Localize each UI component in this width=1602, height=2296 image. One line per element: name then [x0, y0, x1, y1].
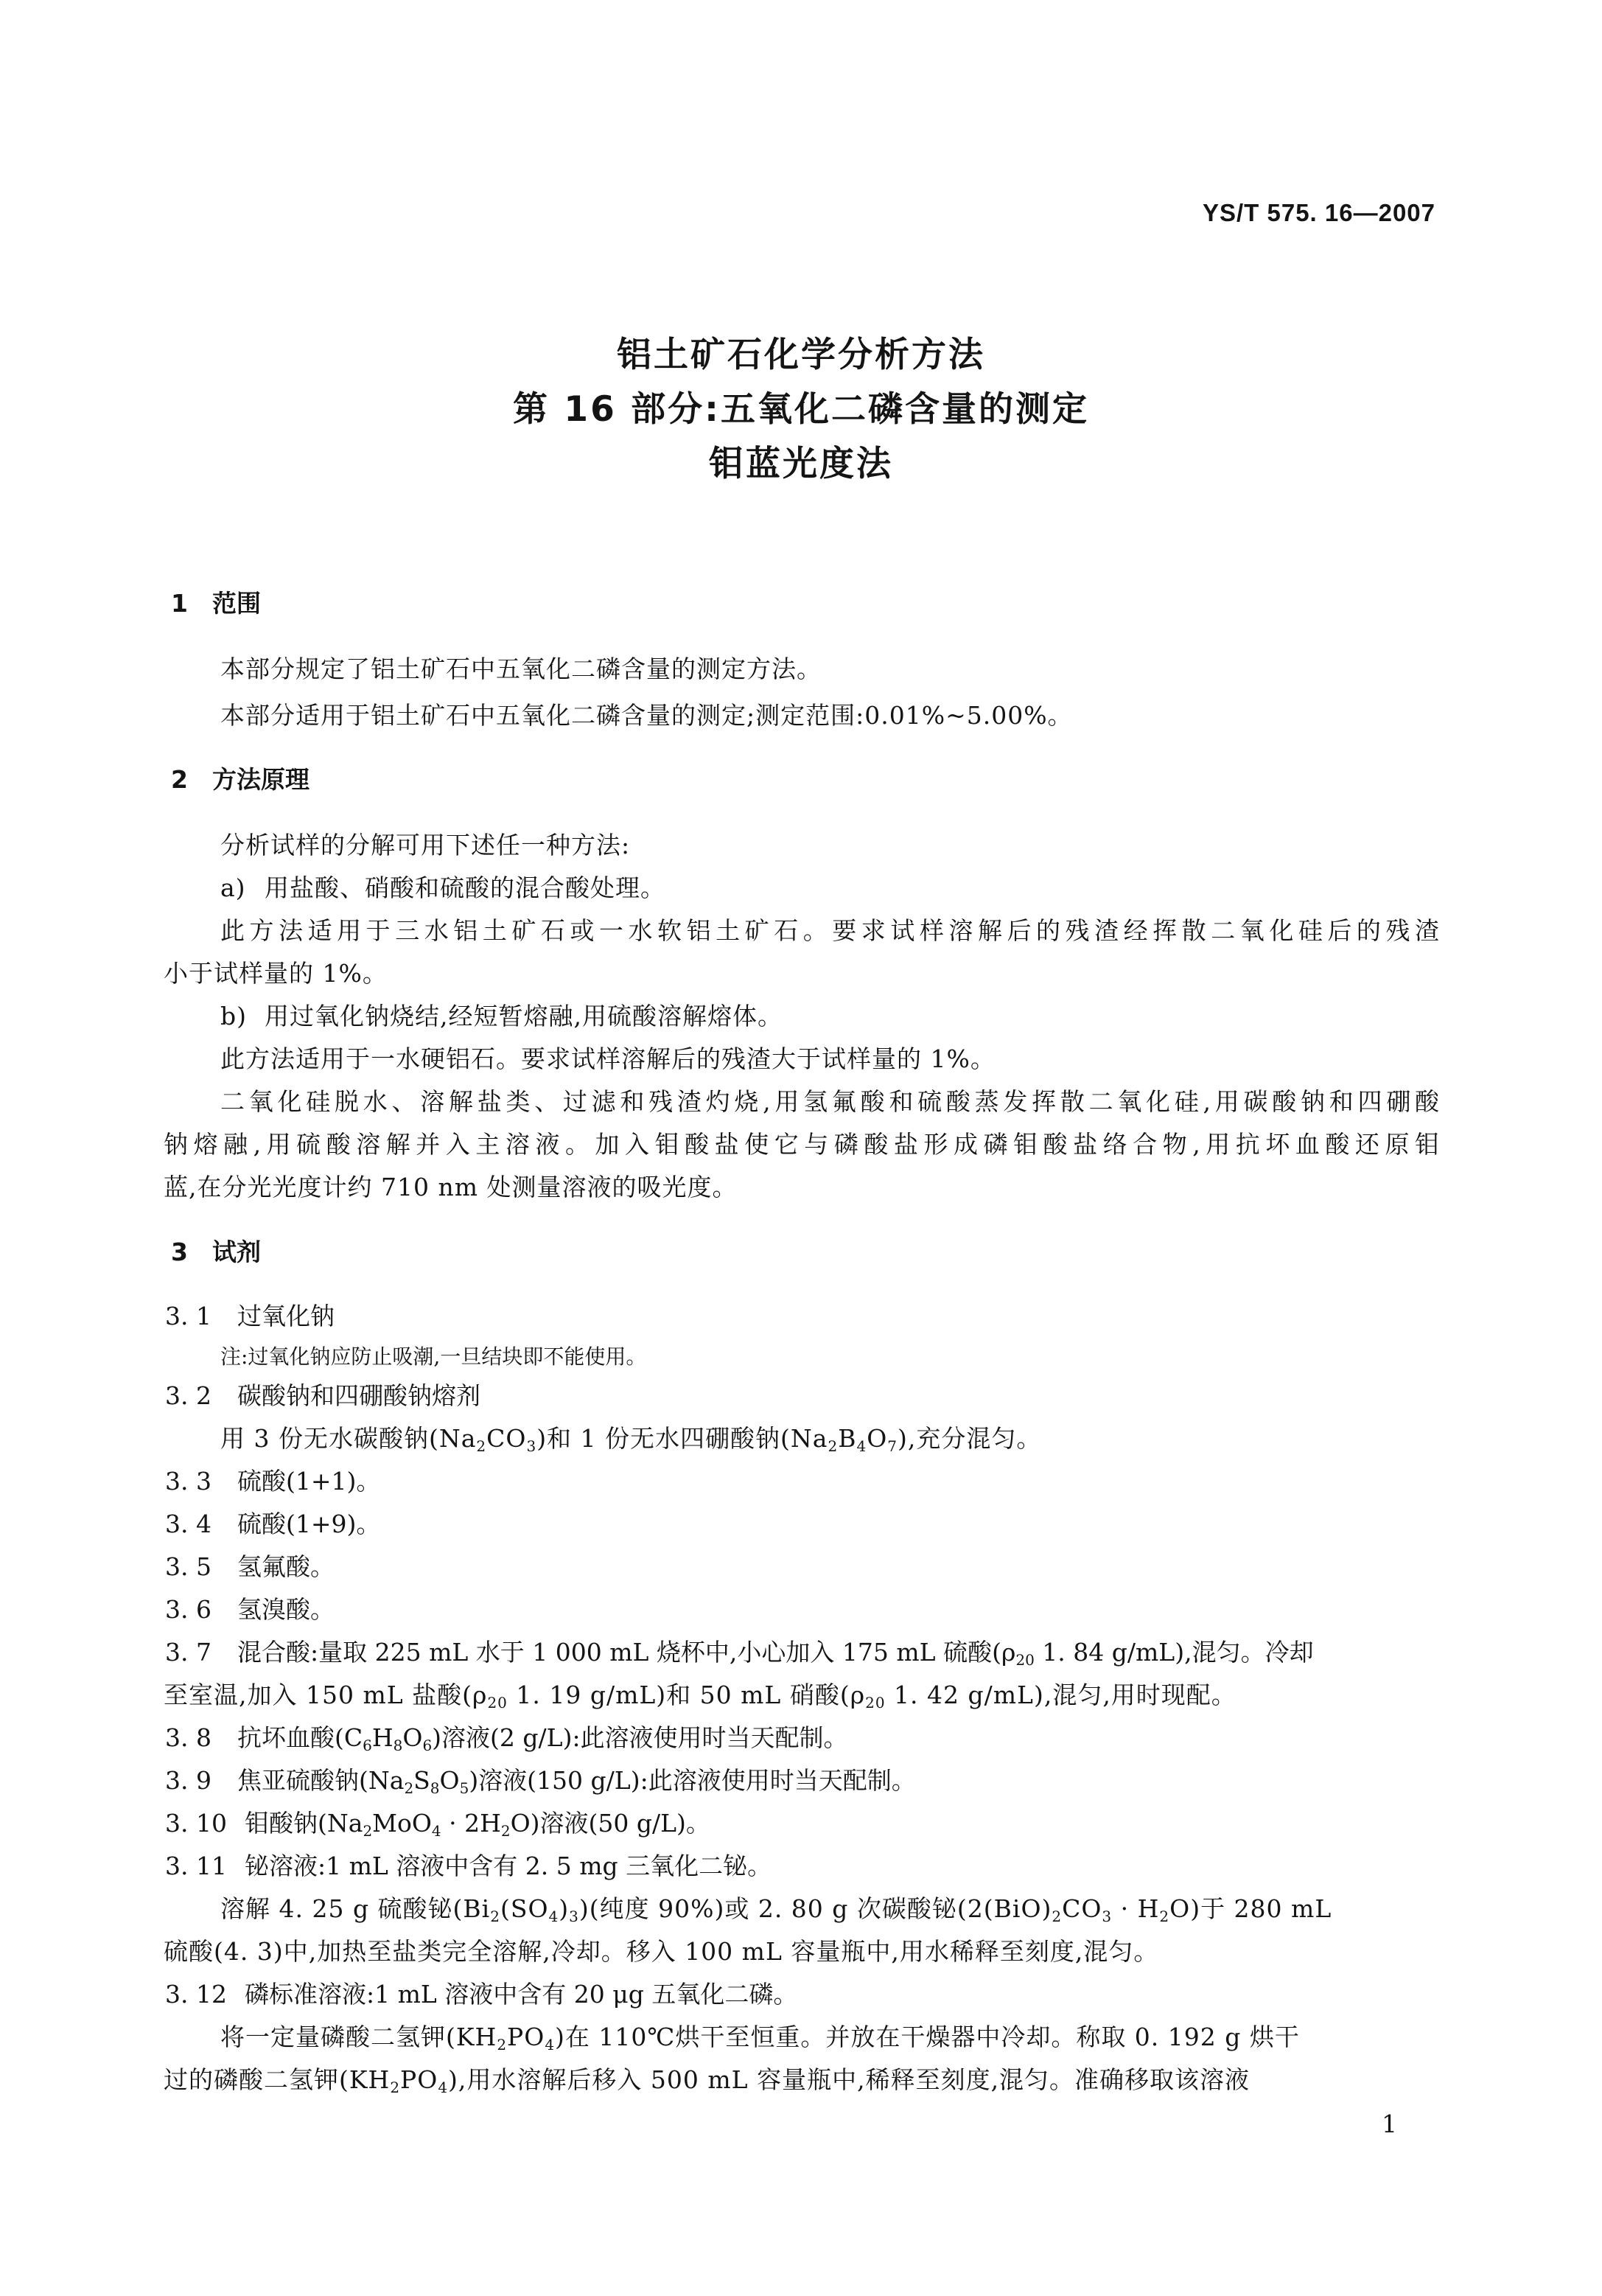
reagent-item: [165, 1548, 335, 1586]
item-text: 焦亚硫酸钠$(Na_2S_8O_5)$溶液(150 g/L):此溶液使用时当天配制。: [237, 1766, 916, 1797]
section-2-heading: [171, 761, 309, 799]
item-number: 3. 5: [165, 1552, 211, 1581]
item-number: 3. 2: [165, 1381, 211, 1410]
paragraph-continuation: 蓝,在分光光度计约 710 nm 处测量溶液的吸光度。: [164, 1173, 738, 1201]
paragraph-continuation: 钠熔融,用硫酸溶解并入主溶液。加入钼酸盐使它与磷酸盐形成磷钼酸盐络合物,用抗坏血酸还原钼: [164, 1130, 1440, 1159]
paragraph: 用 3 份无水碳酸钠$(Na_2CO_3)$和 1 份无水四硼酸钠$(Na_2B_4O_7)$,充分混匀。: [220, 1424, 1042, 1455]
section-number: 3: [171, 1238, 188, 1266]
document-title: [0, 328, 1602, 492]
paragraph: 分析试样的分解可用下述任一种方法:: [220, 831, 631, 859]
paragraph: 本部分规定了铝土矿石中五氧化二磷含量的测定方法。: [220, 655, 822, 683]
item-text: 硫酸(1+1)。: [237, 1467, 381, 1496]
item-number: 3. 11: [165, 1852, 227, 1880]
reagent-item: [165, 1633, 1314, 1672]
paragraph-continuation: 过的磷酸二氢钾$(KH_2PO_4)$,用水溶解后移入 500 mL 容量瓶中,稀释至刻度,混匀。准确移取该溶液: [164, 2065, 1251, 2096]
item-text: 氢溴酸。: [237, 1595, 335, 1624]
item-text: 磷标准溶液:1 mL 溶液中含有 20 μg 五氧化二磷。: [245, 1980, 798, 2009]
reagent-item: [165, 1377, 480, 1415]
reagent-item: [165, 1975, 797, 2014]
note: 注:过氧化钠应防止吸潮,一旦结块即不能使用。: [220, 1344, 647, 1369]
item-text: 碳酸钠和四硼酸钠熔剂: [237, 1381, 480, 1410]
item-number: 3. 3: [165, 1467, 211, 1496]
item-number: 3. 6: [165, 1595, 211, 1624]
reagent-item: [165, 1591, 335, 1629]
paragraph-continuation: 硫酸(4. 3)中,加热至盐类完全溶解,冷却。移入 100 mL 容量瓶中,用水稀释至刻度,混匀。: [164, 1937, 1159, 1966]
list-item-text: 用盐酸、硝酸和硫酸的混合酸处理。: [265, 873, 665, 902]
paragraph-continuation: 至室温,加入 150 mL 盐酸($\rho_{20}$ 1. 19 g/mL)和 50 mL 硝酸($\rho_{20}$ 1. 42 g/mL),混匀,用时现配。: [164, 1681, 1237, 1711]
list-item: [220, 869, 665, 907]
item-number: 3. 8: [165, 1723, 211, 1752]
item-text: 硫酸(1+9)。: [237, 1510, 381, 1538]
paragraph: 将一定量磷酸二氢钾$(KH_2PO_4)$在 110℃烘干至恒重。并放在干燥器中冷却。称取 0. 192 g 烘干: [220, 2023, 1300, 2054]
item-text: 过氧化钠: [237, 1302, 335, 1330]
standard-code: YS/T 575. 16—2007: [1202, 199, 1435, 226]
item-number: 3. 9: [165, 1766, 211, 1795]
paragraph: 此方法适用于三水铝土矿石或一水软铝土矿石。要求试样溶解后的残渣经挥散二氧化硅后的残渣: [220, 916, 1440, 945]
paragraph: 二氧化硅脱水、溶解盐类、过滤和残渣灼烧,用氢氟酸和硫酸蒸发挥散二氧化硅,用碳酸钠和四硼酸: [220, 1087, 1440, 1116]
section-title: 范围: [212, 589, 261, 618]
title-line-1: 铝土矿石化学分析方法: [617, 335, 985, 375]
paragraph-continuation: 小于试样量的 1%。: [164, 959, 388, 988]
page-number: 1: [1382, 2110, 1397, 2138]
list-item-text: 用过氧化钠烧结,经短暂熔融,用硫酸溶解熔体。: [265, 1002, 783, 1030]
section-title: 试剂: [212, 1238, 261, 1266]
title-line-2: 第 16 部分:五氧化二磷含量的测定: [513, 389, 1089, 430]
item-text: 抗坏血酸$(C_6H_8O_6)$溶液(2 g/L):此溶液使用时当天配制。: [237, 1723, 848, 1754]
reagent-item: [165, 1505, 380, 1543]
list-marker: b): [220, 1002, 247, 1030]
list-marker: a): [220, 873, 246, 902]
item-number: 3. 4: [165, 1510, 211, 1538]
reagent-item: [165, 1297, 335, 1336]
reagent-item: [165, 1847, 772, 1885]
reagent-item: [165, 1462, 380, 1501]
list-item: [220, 997, 783, 1036]
paragraph: 本部分适用于铝土矿石中五氧化二磷含量的测定;测定范围:0.01%~5.00%。: [220, 701, 1073, 730]
item-number: 3. 10: [165, 1809, 227, 1838]
reagent-item: [165, 1762, 916, 1800]
item-number: 3. 7: [165, 1638, 211, 1667]
item-number: 3. 12: [165, 1980, 227, 2009]
paragraph: 此方法适用于一水硬铝石。要求试样溶解后的残渣大于试样量的 1%。: [220, 1044, 996, 1073]
title-line-3: 钼蓝光度法: [709, 444, 893, 484]
item-number: 3. 1: [165, 1302, 211, 1330]
reagent-item: [165, 1719, 848, 1757]
section-1-heading: [171, 585, 261, 623]
item-text: 混合酸:量取 225 mL 水于 1 000 mL 烧杯中,小心加入 175 mL 硫酸($\rho_{20}$ 1. 84 g/mL),混匀。冷却: [237, 1638, 1314, 1669]
section-title: 方法原理: [212, 765, 309, 794]
paragraph: 溶解 4. 25 g 硫酸铋$(Bi_2(SO_4)_3)$(纯度 90%)或 2. 80 g 次碳酸铋$(2(BiO)_2CO_3 \cdot H_2O)$于 280 mL: [220, 1894, 1332, 1925]
reagent-item: [165, 1804, 710, 1843]
item-text: 铋溶液:1 mL 溶液中含有 2. 5 mg 三氧化二铋。: [245, 1852, 772, 1880]
section-number: 1: [171, 589, 188, 618]
item-text: 氢氟酸。: [237, 1552, 335, 1581]
section-3-heading: [171, 1233, 261, 1271]
item-text: 钼酸钠$(Na_2MoO_4 \cdot 2H_2O)$溶液(50 g/L)。: [245, 1809, 710, 1840]
section-number: 2: [171, 765, 188, 794]
